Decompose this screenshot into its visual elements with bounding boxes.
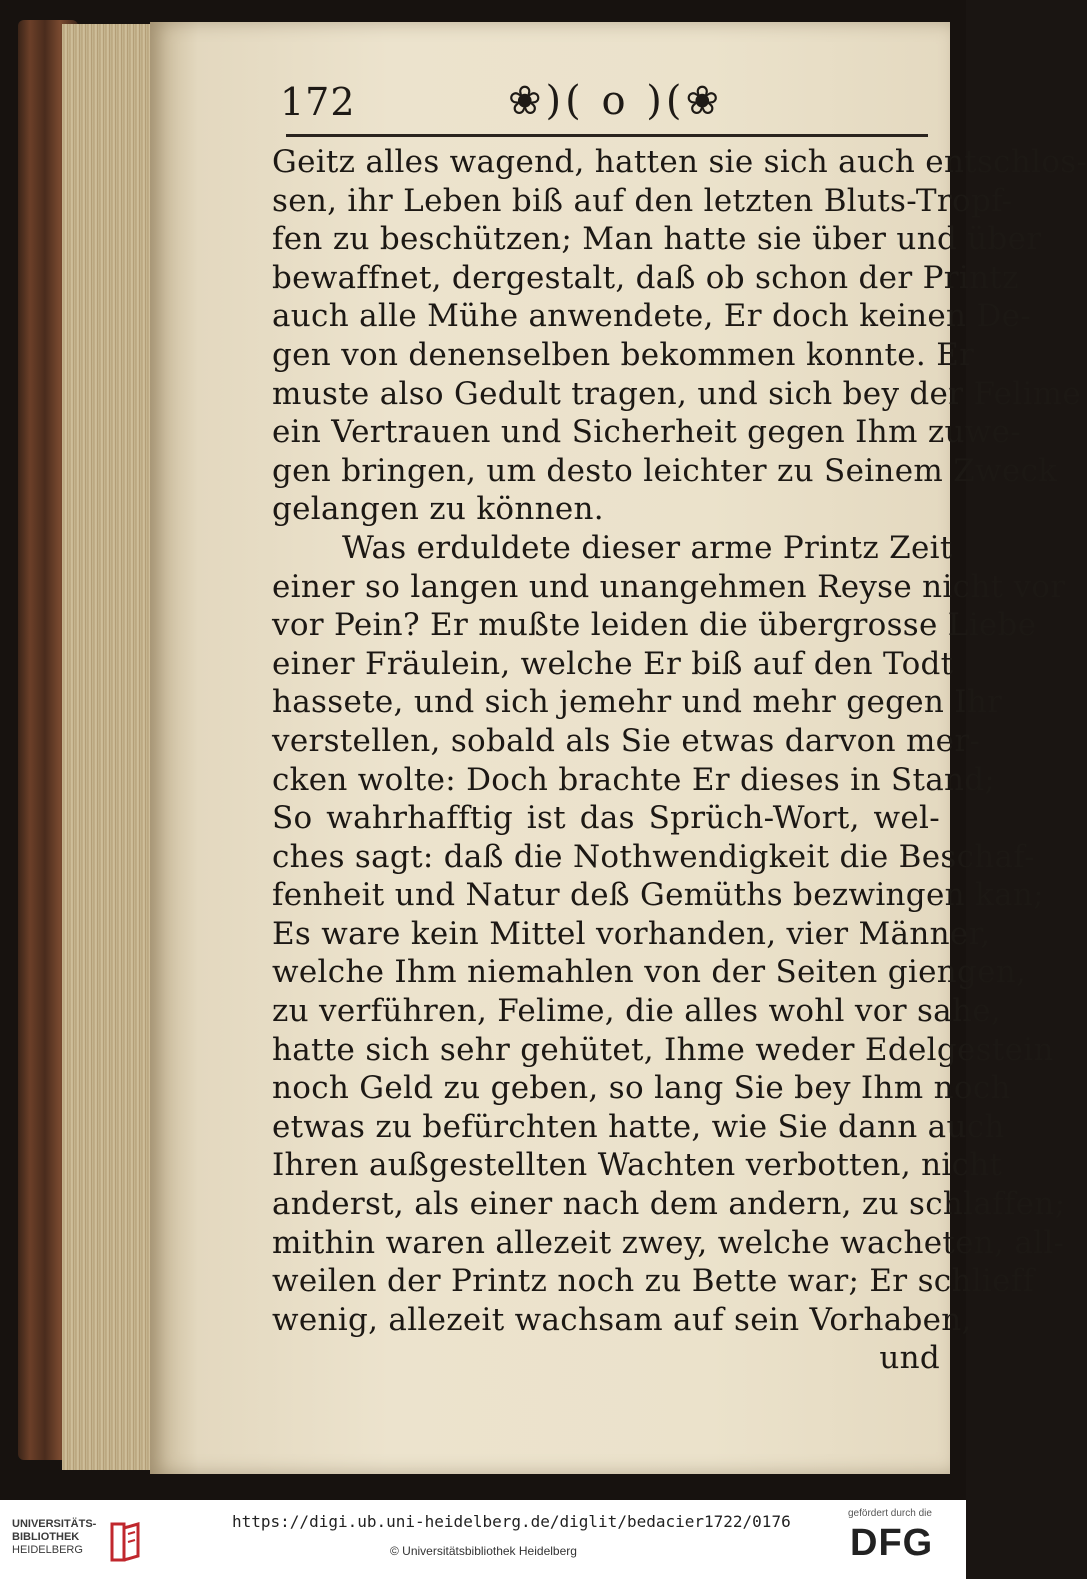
page-number: 172: [280, 80, 356, 124]
library-name: [12, 1518, 96, 1557]
permalink-url[interactable]: https://digi.ub.uni-heidelberg.de/diglit/bedacier1722/0176: [232, 1512, 791, 1531]
header-rule: [286, 134, 928, 137]
text-line: Es ware kein Mittel vorhanden, vier Männer,: [272, 915, 991, 952]
text-line: auch alle Mühe anwendete, Er doch keinen De-: [272, 298, 1032, 335]
copyright-notice: © Universitätsbibliothek Heidelberg: [390, 1544, 577, 1558]
text-line: bewaffnet, dergestalt, daß ob schon der Printz: [272, 259, 1019, 296]
text-line: cken wolte: Doch brachte Er dieses in Stand;: [272, 761, 996, 798]
text-line: hatte sich sehr gehütet, Ihme weder Edelgestein: [272, 1031, 1054, 1068]
library-emblem-icon: [108, 1520, 142, 1564]
funding-note: gefördert durch die: [848, 1508, 932, 1519]
text-line: mithin waren allezeit zwey, welche wacheten, all-: [272, 1224, 1065, 1261]
text-line: Geitz alles wagend, hatten sie sich auch entschlos-: [272, 144, 1087, 180]
text-line: fen zu beschützen; Man hatte sie über und über: [272, 221, 1042, 258]
page-header: [270, 78, 935, 130]
text-line: gen von denenselben bekommen konnte. Er: [272, 336, 975, 373]
text-line: noch Geld zu geben, so lang Sie bey Ihm noch: [272, 1070, 1011, 1107]
text-line: sen, ihr Leben biß auf den letzten Bluts-Tropf-: [272, 182, 1013, 219]
dfg-logo[interactable]: DFG: [850, 1522, 934, 1564]
text-line: vor Pein? Er mußte leiden die übergrosse Liebe: [272, 607, 1037, 644]
text-line: zu verführen, Felime, die alles wohl vor sahe,: [272, 993, 1002, 1030]
university-library-logo[interactable]: [12, 1518, 142, 1562]
text-line: anderst, als einer nach dem andern, zu schlaffen;: [272, 1186, 1066, 1223]
text-line: hassete, und sich jemehr und mehr gegen Ihr: [272, 684, 1003, 721]
library-name-line: UNIVERSITÄTS-: [12, 1518, 97, 1530]
body-text: [272, 143, 1087, 1378]
text-line: gelangen zu können.: [272, 491, 604, 528]
text-line: gen bringen, um desto leichter zu Seinem Zweck: [272, 452, 1058, 489]
library-name-line: BIBLIOTHEK: [12, 1531, 80, 1543]
library-name-line: HEIDELBERG: [12, 1544, 83, 1556]
text-line: einer so langen und unangehmen Reyse nicht vor: [272, 568, 1066, 605]
viewer-footer: [0, 1500, 966, 1579]
text-line: Ihren außgestellten Wachten verbotten, nicht: [272, 1147, 1003, 1184]
text-line: fenheit und Natur deß Gemüths bezwingen kan;: [272, 877, 1044, 914]
text-line: ches sagt: daß die Nothwendigkeit die Beschaf-: [272, 838, 1035, 875]
text-line: verstellen, sobald als Sie etwas darvon mer-: [272, 722, 981, 759]
text-line: weilen der Printz noch zu Bette war; Er schlieff: [272, 1263, 1035, 1300]
text-line: muste also Gedult tragen, und sich bey der Felime: [272, 375, 1081, 412]
text-line: So wahrhafftig ist das Sprüch-Wort, wel-: [272, 800, 940, 837]
paragraph-start-line: Was erduldete dieser arme Printz Zeit: [342, 529, 953, 566]
text-line: einer Fräulein, welche Er biß auf den Todt: [272, 645, 954, 682]
text-line: ein Vertrauen und Sicherheit gegen Ihm zuwe-: [272, 414, 1021, 451]
text-line: wenig, allezeit wachsam auf sein Vorhaben,: [272, 1301, 972, 1338]
text-line: welche Ihm niemahlen von der Seiten giengen,: [272, 954, 1027, 991]
header-ornament: ❀)( o )(❀: [508, 78, 723, 124]
catchword: und: [879, 1340, 940, 1377]
text-line: etwas zu befürchten hatte, wie Sie dann auch: [272, 1108, 1005, 1145]
page-edges: [62, 24, 154, 1470]
